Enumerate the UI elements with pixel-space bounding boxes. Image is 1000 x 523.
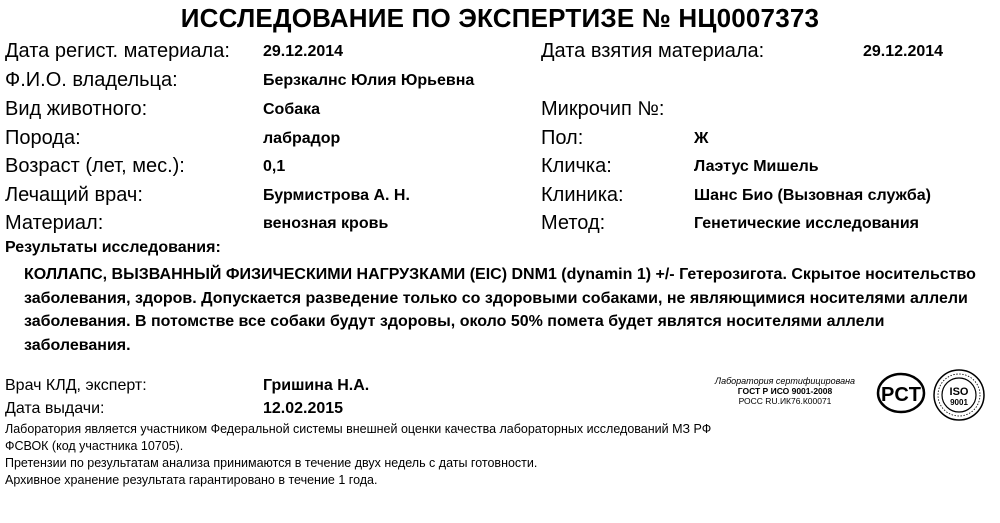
breed-label: Порода:	[5, 127, 81, 149]
certification-line3: РОСС RU.ИК76.К00071	[738, 396, 832, 406]
owner-label: Ф.И.О. владельца:	[5, 69, 178, 91]
note-line: Архивное хранение результата гарантировано в течение 1 года.	[5, 473, 378, 487]
animal-value: Собака	[263, 101, 321, 118]
note-line: ФСВОК (код участника 10705).	[5, 439, 184, 453]
reg-date-value: 29.12.2014	[263, 43, 344, 60]
age-value: 0,1	[263, 158, 286, 175]
nickname-label: Кличка:	[541, 155, 612, 177]
certification-line1: Лаборатория сертифицирована	[714, 376, 856, 386]
issue-date-value: 12.02.2015	[263, 400, 344, 417]
iso-logo-main: ISO	[949, 386, 969, 398]
doctor-label: Лечащий врач:	[5, 184, 143, 206]
iso-9001-seal-icon	[932, 368, 986, 422]
animal-label: Вид животного:	[5, 98, 148, 120]
expert-label: Врач КЛД, эксперт:	[5, 377, 147, 394]
page-title: ИССЛЕДОВАНИЕ ПО ЭКСПЕРТИЗЕ № НЦ0007373	[180, 3, 820, 33]
clinic-value: Шанс Био (Вызовная служба)	[694, 187, 931, 204]
method-value: Генетические исследования	[694, 215, 920, 232]
results-text: КОЛЛАПС, ВЫЗВАННЫЙ ФИЗИЧЕСКИМИ НАГРУЗКАМИ (EIC) DNM1 (dynamin 1) +/- Гетерозигота. Скрытое носительство заболевания, здоров. Допускается разведение только со здоровыми собаками, не являющимися носителями аллели заболевания. В потомстве все собаки будут здоровы, около 50% помета будет являтся носителями аллели заболевания.	[24, 266, 976, 354]
certification-line2: ГОСТ Р ИСО 9001-2008	[737, 386, 833, 396]
breed-value: лабрадор	[263, 130, 341, 147]
method-label: Метод:	[541, 212, 606, 234]
issue-date-label: Дата выдачи:	[5, 400, 105, 417]
rst-logo-text: PCT	[881, 384, 921, 406]
sex-value: Ж	[694, 130, 709, 147]
owner-value: Берзкалнс Юлия Юрьевна	[263, 72, 475, 89]
sex-label: Пол:	[541, 127, 584, 149]
chip-label: Микрочип №:	[541, 98, 665, 120]
clinic-label: Клиника:	[541, 184, 624, 206]
doctor-value: Бурмистрова А. Н.	[263, 187, 410, 204]
reg-date-label: Дата регист. материала:	[5, 40, 230, 62]
age-label: Возраст (лет, мес.):	[5, 155, 185, 177]
rst-certification-mark-icon	[876, 372, 926, 414]
nickname-value: Лаэтус Мишель	[694, 158, 819, 175]
note-line: Лаборатория является участником Федеральной системы внешней оценки качества лабораторных исследований МЗ РФ	[5, 422, 712, 436]
results-heading: Результаты исследования:	[5, 239, 221, 256]
note-line: Претензии по результатам анализа принимаются в течение двух недель с даты готовности.	[5, 456, 538, 470]
iso-logo-sub: 9001	[950, 398, 968, 407]
certification-text	[700, 376, 870, 406]
expert-value: Гришина Н.А.	[263, 377, 370, 394]
take-date-value: 29.12.2014	[863, 43, 944, 60]
material-value: венозная кровь	[263, 215, 389, 232]
material-label: Материал:	[5, 212, 104, 234]
take-date-label: Дата взятия материала:	[541, 40, 765, 62]
